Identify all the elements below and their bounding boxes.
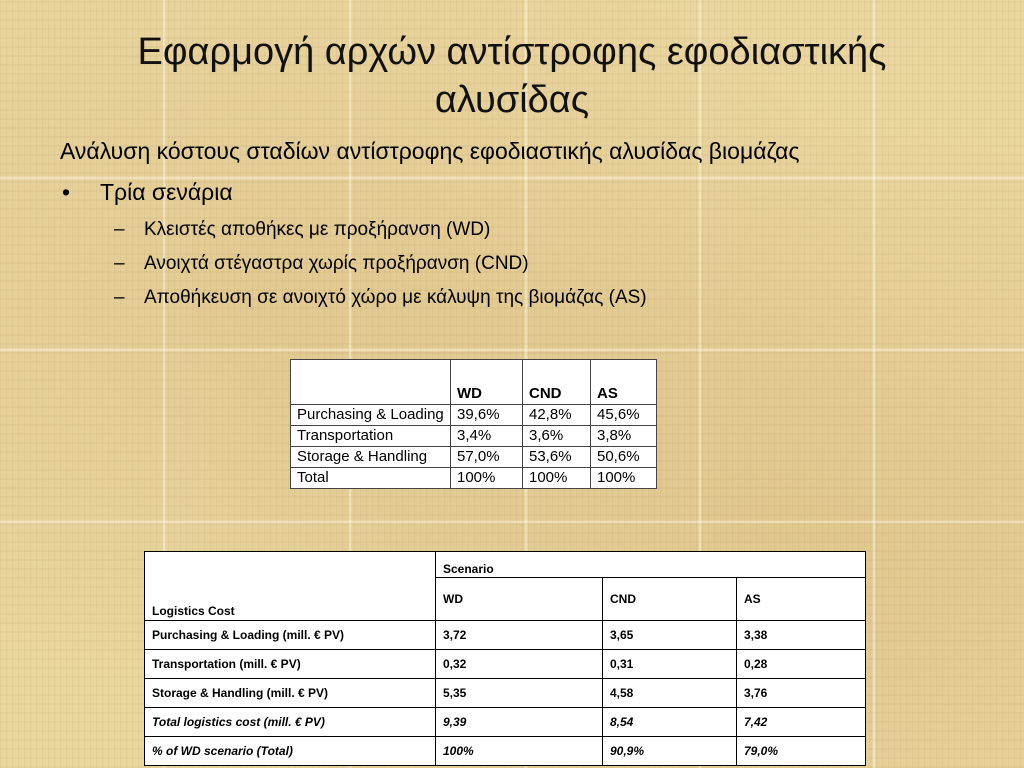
cell: 53,6%	[523, 447, 591, 468]
sub-bullet-cnd	[60, 252, 960, 276]
row-label: Total	[291, 468, 451, 489]
cell: 3,65	[603, 621, 737, 650]
row-label: Storage & Handling (mill. € PV)	[145, 679, 436, 708]
row-label: Total logistics cost (mill. € PV)	[145, 708, 436, 737]
header-cell: AS	[737, 578, 866, 621]
header-cell: CND	[523, 360, 591, 405]
cell: 100%	[591, 468, 657, 489]
table-row	[291, 426, 657, 447]
table-row-percent	[145, 737, 866, 766]
table-row	[145, 679, 866, 708]
cell: 100%	[451, 468, 523, 489]
cell: 0,32	[436, 650, 603, 679]
cell: 57,0%	[451, 447, 523, 468]
cell: 3,38	[737, 621, 866, 650]
cell: 79,0%	[737, 737, 866, 766]
cell: 45,6%	[591, 405, 657, 426]
table-header-row	[291, 360, 657, 405]
header-cell: CND	[603, 578, 737, 621]
row-label: Transportation	[291, 426, 451, 447]
cell: 7,42	[737, 708, 866, 737]
sub-bullet-as	[60, 286, 960, 310]
cell: 4,58	[603, 679, 737, 708]
cell: 5,35	[436, 679, 603, 708]
cell: 3,6%	[523, 426, 591, 447]
row-label: Purchasing & Loading (mill. € PV)	[145, 621, 436, 650]
table-row	[145, 650, 866, 679]
row-label: Purchasing & Loading	[291, 405, 451, 426]
cell: 50,6%	[591, 447, 657, 468]
header-cell: WD	[436, 578, 603, 621]
bullet-text: Τρία σενάρια	[100, 179, 233, 205]
header-cell: WD	[451, 360, 523, 405]
cell: 3,72	[436, 621, 603, 650]
row-label: Storage & Handling	[291, 447, 451, 468]
slide-title: Εφαρμογή αρχών αντίστροφης εφοδιαστικής αλυσίδας	[137, 31, 887, 121]
cell: 100%	[523, 468, 591, 489]
group-header-row	[145, 552, 866, 578]
corner-cell: Logistics Cost	[145, 552, 436, 621]
cell: 3,76	[737, 679, 866, 708]
dash-mark: –	[114, 253, 125, 274]
sub-bullet-wd	[60, 218, 960, 242]
row-label: Transportation (mill. € PV)	[145, 650, 436, 679]
header-cell: AS	[591, 360, 657, 405]
bullet-mark: •	[62, 179, 71, 205]
lead-text: Ανάλυση κόστους σταδίων αντίστροφης εφοδιαστικής αλυσίδας βιομάζας	[60, 138, 800, 164]
cell: 42,8%	[523, 405, 591, 426]
table-row	[291, 447, 657, 468]
table-row-total	[145, 708, 866, 737]
bullet-item	[60, 177, 960, 208]
scenario-header: Scenario	[436, 552, 866, 578]
cost-table	[144, 551, 866, 766]
cell: 3,4%	[451, 426, 523, 447]
cell: 3,8%	[591, 426, 657, 447]
header-cell	[291, 360, 451, 405]
cell: 0,28	[737, 650, 866, 679]
sub-bullet-text: Αποθήκευση σε ανοιχτό χώρο με κάλυψη της βιομάζας (AS)	[144, 287, 647, 308]
cell: 9,39	[436, 708, 603, 737]
cell: 8,54	[603, 708, 737, 737]
cell: 0,31	[603, 650, 737, 679]
table-row	[291, 405, 657, 426]
sub-bullet-text: Ανοιχτά στέγαστρα χωρίς προξήρανση (CND)	[144, 253, 529, 274]
dash-mark: –	[114, 287, 125, 308]
table-row	[145, 621, 866, 650]
cell: 90,9%	[603, 737, 737, 766]
slide-body	[60, 136, 960, 310]
share-table	[290, 359, 657, 489]
sub-bullet-text: Κλειστές αποθήκες με προξήρανση (WD)	[144, 219, 491, 240]
row-label: % of WD scenario (Total)	[145, 737, 436, 766]
table-row	[291, 468, 657, 489]
cell: 100%	[436, 737, 603, 766]
dash-mark: –	[114, 219, 125, 240]
cell: 39,6%	[451, 405, 523, 426]
